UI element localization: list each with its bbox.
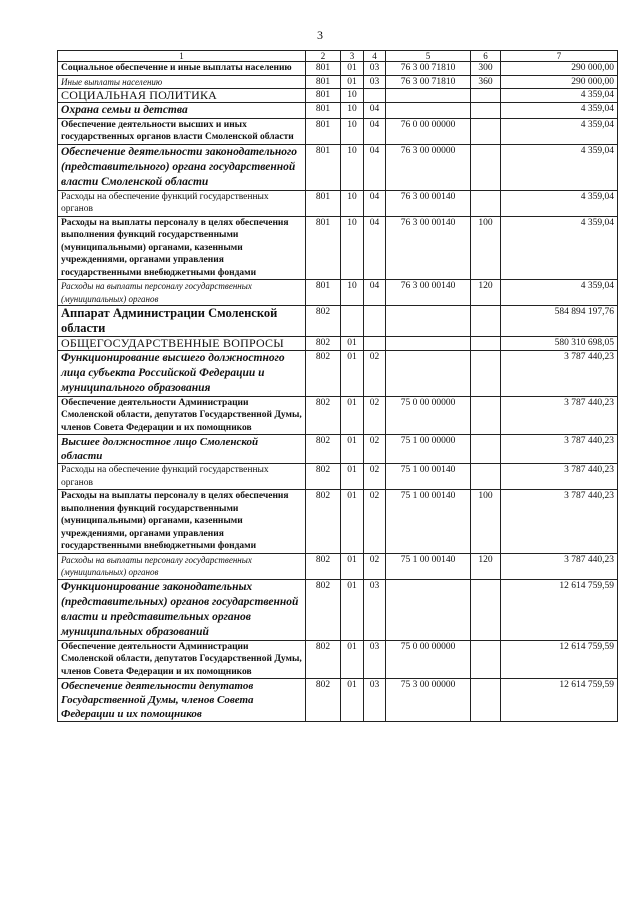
- row-name-cell: Аппарат Администрации Смоленской области: [58, 306, 306, 337]
- row-amount-cell: 12 614 759,59: [501, 679, 618, 722]
- table-row: [58, 640, 618, 679]
- row-amount-cell: 4 359,04: [501, 280, 618, 306]
- table-row: [58, 490, 618, 554]
- row-expense-type-cell: [471, 579, 501, 640]
- row-ministry-code-cell: 801: [306, 144, 341, 190]
- row-expense-type-cell: [471, 337, 501, 351]
- row-name-cell: Обеспечение деятельности законодательного (представительного) органа государственной власти Смоленской области: [58, 144, 306, 190]
- row-expense-type-cell: [471, 89, 501, 103]
- row-section-cell: 01: [341, 337, 364, 351]
- row-target-article-cell: [386, 337, 471, 351]
- table-row: [58, 216, 618, 280]
- table-row: [58, 190, 618, 216]
- row-ministry-code-cell: 801: [306, 216, 341, 280]
- row-section-cell: 01: [341, 553, 364, 579]
- row-target-article-cell: 76 3 00 00140: [386, 190, 471, 216]
- row-target-article-cell: 76 0 00 00000: [386, 118, 471, 144]
- row-target-article-cell: 76 3 00 00000: [386, 144, 471, 190]
- row-name-cell: Охрана семьи и детства: [58, 102, 306, 118]
- row-section-cell: 01: [341, 464, 364, 490]
- table-row: [58, 396, 618, 435]
- row-target-article-cell: [386, 350, 471, 396]
- row-ministry-code-cell: 802: [306, 553, 341, 579]
- col-header-1: 1: [58, 51, 306, 62]
- row-amount-cell: 290 000,00: [501, 75, 618, 89]
- col-header-5: 5: [386, 51, 471, 62]
- row-subsection-cell: 02: [364, 490, 386, 554]
- row-expense-type-cell: [471, 464, 501, 490]
- row-subsection-cell: [364, 337, 386, 351]
- row-subsection-cell: 03: [364, 75, 386, 89]
- row-name-cell: Расходы на выплаты персоналу в целях обеспечения выполнения функций государственными (муниципальными) органами, казенными учреждениями, органами управления государственными внебюджетными фондами: [58, 490, 306, 554]
- row-expense-type-cell: [471, 144, 501, 190]
- row-expense-type-cell: [471, 640, 501, 679]
- table-row: [58, 280, 618, 306]
- row-section-cell: [341, 306, 364, 337]
- page-number: 3: [317, 28, 323, 42]
- row-ministry-code-cell: 802: [306, 579, 341, 640]
- row-target-article-cell: [386, 306, 471, 337]
- row-expense-type-cell: [471, 350, 501, 396]
- row-amount-cell: 4 359,04: [501, 89, 618, 103]
- row-amount-cell: 4 359,04: [501, 216, 618, 280]
- row-target-article-cell: 75 1 00 00140: [386, 490, 471, 554]
- row-name-cell: Расходы на обеспечение функций государственных органов: [58, 464, 306, 490]
- row-subsection-cell: 02: [364, 464, 386, 490]
- row-subsection-cell: 02: [364, 435, 386, 464]
- row-ministry-code-cell: 801: [306, 118, 341, 144]
- row-expense-type-cell: [471, 396, 501, 435]
- row-expense-type-cell: 360: [471, 75, 501, 89]
- row-ministry-code-cell: 801: [306, 62, 341, 76]
- row-expense-type-cell: [471, 118, 501, 144]
- row-section-cell: 10: [341, 102, 364, 118]
- row-name-cell: Иные выплаты населению: [58, 75, 306, 89]
- table-row: [58, 118, 618, 144]
- row-amount-cell: 3 787 440,23: [501, 396, 618, 435]
- table-row: [58, 89, 618, 103]
- row-subsection-cell: 03: [364, 579, 386, 640]
- row-amount-cell: 4 359,04: [501, 190, 618, 216]
- row-subsection-cell: 04: [364, 190, 386, 216]
- row-target-article-cell: 75 3 00 00000: [386, 679, 471, 722]
- row-ministry-code-cell: 802: [306, 350, 341, 396]
- table-row: [58, 62, 618, 76]
- row-expense-type-cell: [471, 102, 501, 118]
- row-section-cell: 10: [341, 190, 364, 216]
- row-name-cell: Обеспечение деятельности Администрации Смоленской области, депутатов Государственной Думы, членов Совета Федерации и их помощников: [58, 396, 306, 435]
- row-ministry-code-cell: 802: [306, 640, 341, 679]
- row-section-cell: 10: [341, 144, 364, 190]
- row-amount-cell: 3 787 440,23: [501, 350, 618, 396]
- row-section-cell: 10: [341, 216, 364, 280]
- table-row: [58, 306, 618, 337]
- row-amount-cell: 3 787 440,23: [501, 490, 618, 554]
- row-section-cell: 01: [341, 435, 364, 464]
- row-expense-type-cell: [471, 679, 501, 722]
- row-subsection-cell: 04: [364, 216, 386, 280]
- row-subsection-cell: 02: [364, 350, 386, 396]
- row-amount-cell: 4 359,04: [501, 118, 618, 144]
- row-ministry-code-cell: 801: [306, 89, 341, 103]
- row-section-cell: 10: [341, 118, 364, 144]
- row-expense-type-cell: 100: [471, 490, 501, 554]
- row-ministry-code-cell: 801: [306, 190, 341, 216]
- row-name-cell: Обеспечение деятельности Администрации Смоленской области, депутатов Государственной Думы, членов Совета Федерации и их помощников: [58, 640, 306, 679]
- row-ministry-code-cell: 802: [306, 306, 341, 337]
- table-row: [58, 75, 618, 89]
- row-name-cell: Расходы на выплаты персоналу государственных (муниципальных) органов: [58, 553, 306, 579]
- budget-table: [57, 50, 618, 722]
- row-target-article-cell: 76 3 00 00140: [386, 280, 471, 306]
- row-amount-cell: 290 000,00: [501, 62, 618, 76]
- col-header-6: 6: [471, 51, 501, 62]
- table-body: [58, 62, 618, 722]
- row-amount-cell: 12 614 759,59: [501, 579, 618, 640]
- row-ministry-code-cell: 801: [306, 102, 341, 118]
- row-ministry-code-cell: 802: [306, 679, 341, 722]
- table-row: [58, 464, 618, 490]
- row-name-cell: Функционирование законодательных (представительных) органов государственной власти и представительных органов муниципальных образований: [58, 579, 306, 640]
- row-name-cell: Расходы на выплаты персоналу государственных (муниципальных) органов: [58, 280, 306, 306]
- col-header-4: 4: [364, 51, 386, 62]
- row-subsection-cell: 04: [364, 144, 386, 190]
- row-ministry-code-cell: 802: [306, 435, 341, 464]
- row-name-cell: Социальное обеспечение и иные выплаты населению: [58, 62, 306, 76]
- row-target-article-cell: 75 1 00 00140: [386, 553, 471, 579]
- table-row: [58, 102, 618, 118]
- row-ministry-code-cell: 802: [306, 337, 341, 351]
- row-subsection-cell: 03: [364, 640, 386, 679]
- row-section-cell: 01: [341, 490, 364, 554]
- row-amount-cell: 580 310 698,05: [501, 337, 618, 351]
- row-ministry-code-cell: 801: [306, 280, 341, 306]
- row-target-article-cell: 75 0 00 00000: [386, 640, 471, 679]
- row-expense-type-cell: 120: [471, 280, 501, 306]
- row-name-cell: ОБЩЕГОСУДАРСТВЕННЫЕ ВОПРОСЫ: [58, 337, 306, 351]
- row-section-cell: 01: [341, 75, 364, 89]
- row-target-article-cell: 75 1 00 00140: [386, 464, 471, 490]
- row-amount-cell: 12 614 759,59: [501, 640, 618, 679]
- table-row: [58, 553, 618, 579]
- table-row: [58, 144, 618, 190]
- row-ministry-code-cell: 802: [306, 490, 341, 554]
- row-name-cell: Расходы на обеспечение функций государственных органов: [58, 190, 306, 216]
- row-amount-cell: 4 359,04: [501, 144, 618, 190]
- row-name-cell: Функционирование высшего должностного лица субъекта Российской Федерации и муниципального образования: [58, 350, 306, 396]
- row-amount-cell: 3 787 440,23: [501, 435, 618, 464]
- table-row: [58, 579, 618, 640]
- row-section-cell: 10: [341, 280, 364, 306]
- col-header-3: 3: [341, 51, 364, 62]
- table-row: [58, 350, 618, 396]
- col-header-7: 7: [501, 51, 618, 62]
- row-target-article-cell: [386, 89, 471, 103]
- row-expense-type-cell: 120: [471, 553, 501, 579]
- row-ministry-code-cell: 802: [306, 464, 341, 490]
- row-subsection-cell: 04: [364, 118, 386, 144]
- row-expense-type-cell: 100: [471, 216, 501, 280]
- row-subsection-cell: 04: [364, 102, 386, 118]
- row-amount-cell: 4 359,04: [501, 102, 618, 118]
- row-expense-type-cell: 300: [471, 62, 501, 76]
- row-name-cell: Высшее должностное лицо Смоленской области: [58, 435, 306, 464]
- row-name-cell: Обеспечение деятельности высших и иных государственных органов власти Смоленской области: [58, 118, 306, 144]
- row-expense-type-cell: [471, 190, 501, 216]
- row-section-cell: 01: [341, 640, 364, 679]
- table-row: [58, 679, 618, 722]
- row-section-cell: 01: [341, 62, 364, 76]
- row-target-article-cell: [386, 579, 471, 640]
- row-target-article-cell: 76 3 00 71810: [386, 62, 471, 76]
- row-name-cell: Расходы на выплаты персоналу в целях обеспечения выполнения функций государственными (муниципальными) органами, казенными учреждениями, органами управления государственными внебюджетными фондами: [58, 216, 306, 280]
- row-name-cell: СОЦИАЛЬНАЯ ПОЛИТИКА: [58, 89, 306, 103]
- row-section-cell: 01: [341, 579, 364, 640]
- row-amount-cell: 3 787 440,23: [501, 464, 618, 490]
- row-expense-type-cell: [471, 435, 501, 464]
- table-row: [58, 435, 618, 464]
- header-row: [58, 51, 618, 62]
- row-target-article-cell: 76 3 00 00140: [386, 216, 471, 280]
- row-subsection-cell: 02: [364, 396, 386, 435]
- row-section-cell: 01: [341, 396, 364, 435]
- row-subsection-cell: 03: [364, 679, 386, 722]
- row-ministry-code-cell: 801: [306, 75, 341, 89]
- row-subsection-cell: 03: [364, 62, 386, 76]
- row-section-cell: 10: [341, 89, 364, 103]
- row-subsection-cell: [364, 89, 386, 103]
- col-header-2: 2: [306, 51, 341, 62]
- row-ministry-code-cell: 802: [306, 396, 341, 435]
- row-subsection-cell: 02: [364, 553, 386, 579]
- row-target-article-cell: 75 1 00 00000: [386, 435, 471, 464]
- row-expense-type-cell: [471, 306, 501, 337]
- row-subsection-cell: 04: [364, 280, 386, 306]
- row-amount-cell: 584 894 197,76: [501, 306, 618, 337]
- row-name-cell: Обеспечение деятельности депутатов Государственной Думы, членов Совета Федерации и их помощников: [58, 679, 306, 722]
- row-target-article-cell: [386, 102, 471, 118]
- row-amount-cell: 3 787 440,23: [501, 553, 618, 579]
- row-section-cell: 01: [341, 350, 364, 396]
- row-subsection-cell: [364, 306, 386, 337]
- row-section-cell: 01: [341, 679, 364, 722]
- table-row: [58, 337, 618, 351]
- row-target-article-cell: 76 3 00 71810: [386, 75, 471, 89]
- row-target-article-cell: 75 0 00 00000: [386, 396, 471, 435]
